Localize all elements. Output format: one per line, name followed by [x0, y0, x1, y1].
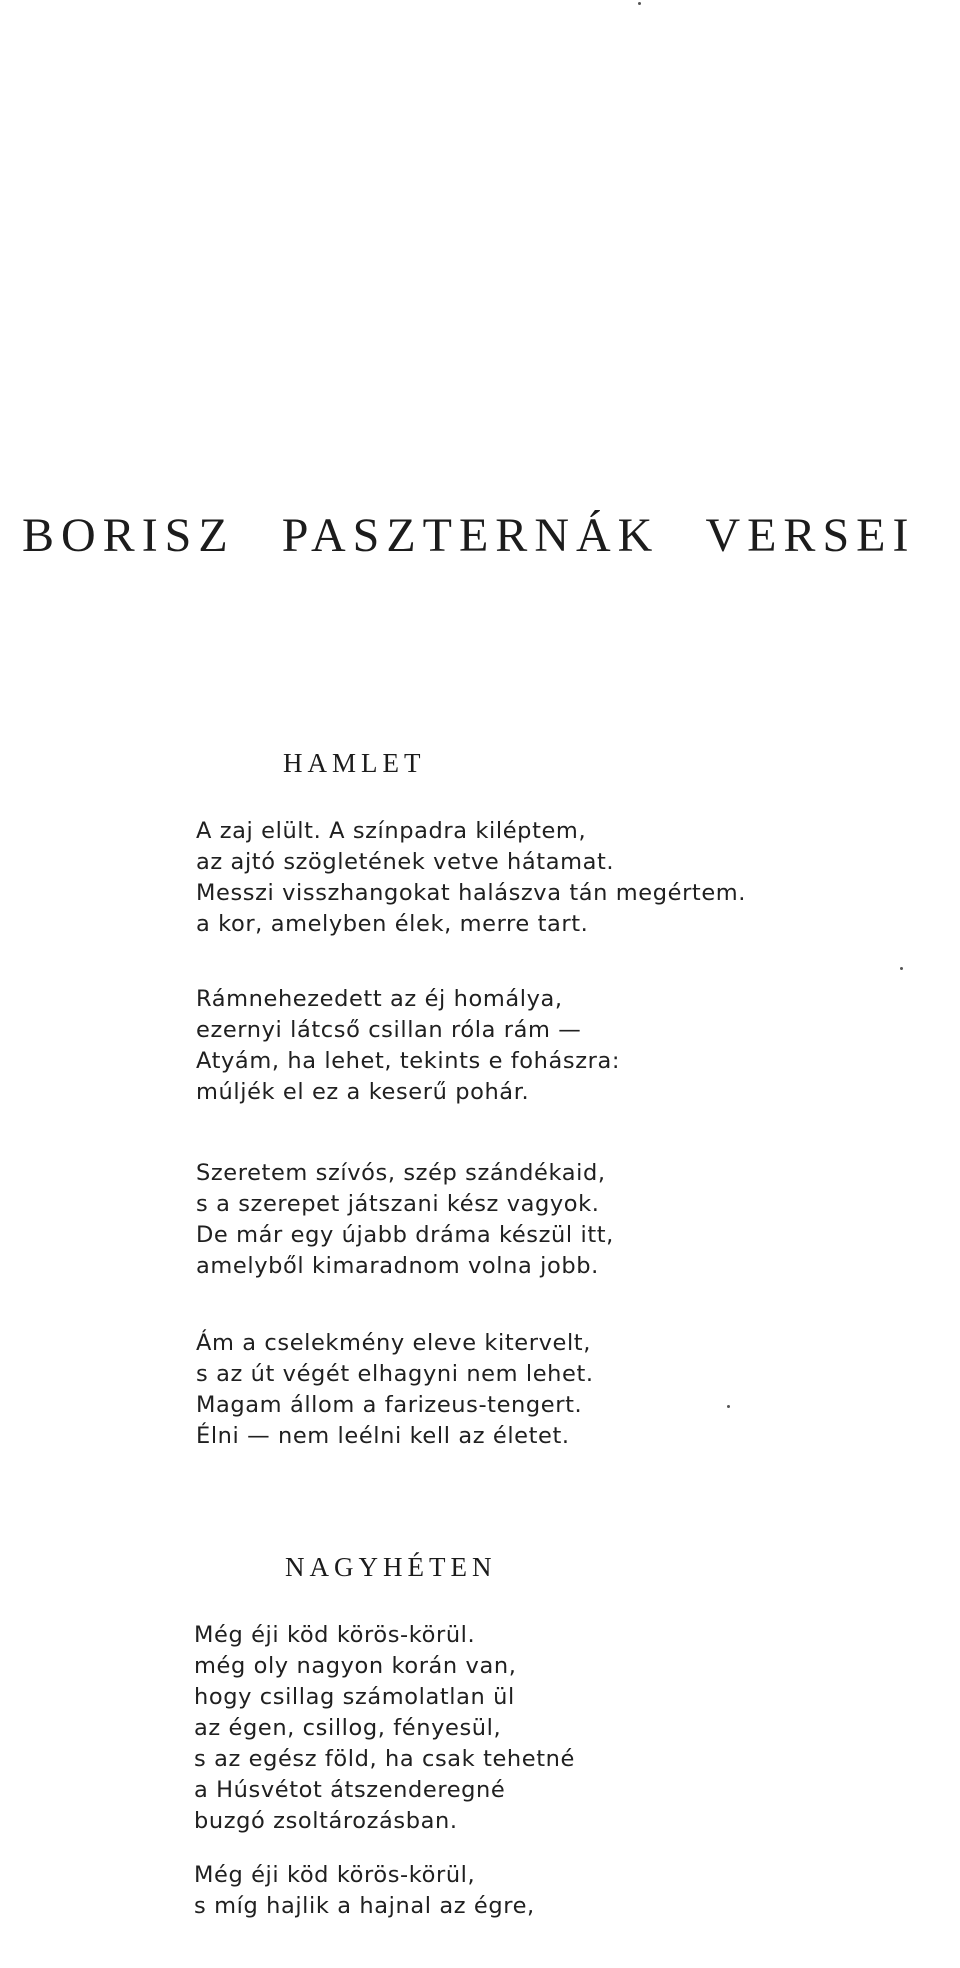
poem-line: amelyből kimaradnom volna jobb. — [196, 1253, 599, 1279]
poem-line: buzgó zsoltározásban. — [194, 1808, 458, 1834]
scan-speck — [638, 2, 641, 5]
poem-line: a Húsvétot átszenderegné — [194, 1777, 506, 1803]
poem-line: hogy csillag számolatlan ül — [194, 1684, 515, 1710]
poem-line: Még éji köd körös-körül, — [194, 1862, 476, 1888]
poem-title-hamlet: HAMLET — [283, 748, 426, 778]
poem-line: Szeretem szívós, szép szándékaid, — [196, 1160, 606, 1186]
poem-stanza — [196, 1328, 594, 1452]
poem-line: s az egész föld, ha csak tehetné — [194, 1746, 575, 1772]
poem-stanza — [196, 984, 620, 1108]
poem-line: s míg hajlik a hajnal az égre, — [194, 1893, 535, 1919]
poem-line: Magam állom a farizeus-tengert. — [196, 1392, 583, 1418]
poem-line: még oly nagyon korán van, — [194, 1653, 517, 1679]
poem-stanza — [196, 816, 746, 940]
poem-line: múljék el ez a keserű pohár. — [196, 1079, 530, 1105]
poem-line: Rámnehezedett az éj homálya, — [196, 986, 563, 1012]
poem-line: A zaj elült. A színpadra kiléptem, — [196, 818, 587, 844]
poem-line: s a szerepet játszani kész vagyok. — [196, 1191, 600, 1217]
poem-line: ezernyi látcső csillan róla rám — — [196, 1017, 582, 1043]
poem-title-nagyheten: NAGYHÉTEN — [285, 1552, 497, 1582]
book-title: BORISZ PASZTERNÁK VERSEI — [22, 509, 916, 562]
poem-stanza — [194, 1620, 575, 1837]
poem-line: Még éji köd körös-körül. — [194, 1622, 476, 1648]
poem-line: s az út végét elhagyni nem lehet. — [196, 1361, 594, 1387]
poem-stanza — [196, 1158, 614, 1282]
poem-line: az égen, csillog, fényesül, — [194, 1715, 502, 1741]
poem-line: De már egy újabb dráma készül itt, — [196, 1222, 614, 1248]
poem-line: a kor, amelyben élek, merre tart. — [196, 911, 589, 937]
scan-speck — [727, 1405, 730, 1408]
poem-line: Ám a cselekmény eleve kitervelt, — [196, 1330, 591, 1356]
poem-line: Atyám, ha lehet, tekints e fohászra: — [196, 1048, 621, 1074]
poem-line: az ajtó szögletének vetve hátamat. — [196, 849, 615, 875]
poem-line: Élni — nem leélni kell az életet. — [196, 1423, 570, 1449]
scan-speck — [900, 967, 903, 970]
poem-stanza — [194, 1860, 535, 1922]
poem-line: Messzi visszhangokat halászva tán megértem. — [196, 880, 747, 906]
